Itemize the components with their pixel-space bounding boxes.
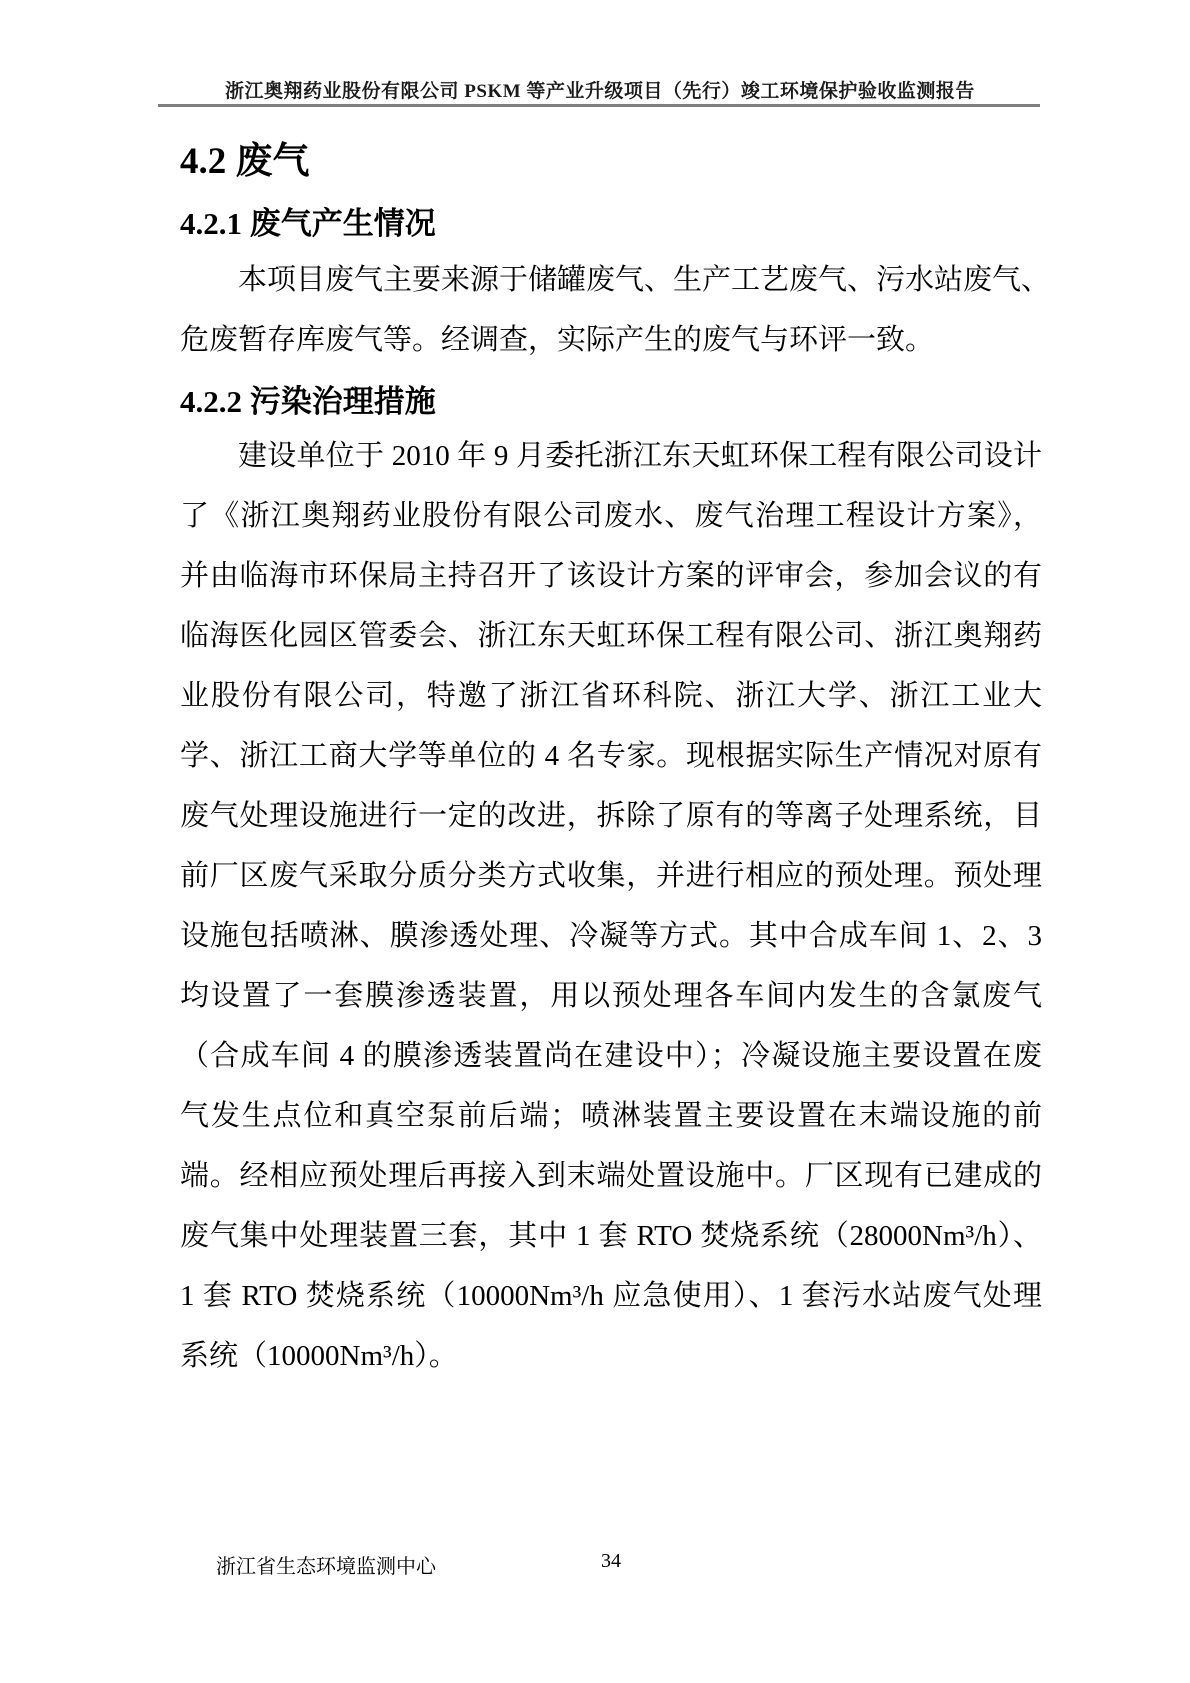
footer-page-number-wrap [180,1550,1042,1573]
body-line: 气发生点位和真空泵前后端；喷淋装置主要设置在末端设施的前 [180,1100,1042,1132]
body-line: 学、浙江工商大学等单位的 4 名专家。现根据实际生产情况对原有 [180,740,1042,772]
body-line: 临海医化园区管委会、浙江东天虹环保工程有限公司、浙江奥翔药 [180,620,1042,652]
body-line: 1 套 RTO 焚烧系统（10000Nm³/h 应急使用）、1 套污水站废气处理 [180,1280,1042,1312]
body-line: 建设单位于 2010 年 9 月委托浙江东天虹环保工程有限公司设计 [238,440,1042,472]
header-divider [158,104,1040,107]
body-line: 业股份有限公司，特邀了浙江省环科院、浙江大学、浙江工业大 [180,680,1042,712]
body-line: 本项目废气主要来源于储罐废气、生产工艺废气、污水站废气、 [238,264,1051,296]
body-line: 设施包括喷淋、膜渗透处理、冷凝等方式。其中合成车间 1、2、3 [180,920,1042,952]
body-line: 并由临海市环保局主持召开了该设计方案的评审会，参加会议的有 [180,560,1042,592]
footer-organization: 浙江省生态环境监测中心 [216,1556,436,1578]
page-header-title: 浙江奥翔药业股份有限公司 PSKM 等产业升级项目（先行）竣工环境保护验收监测报告 [225,81,975,102]
subsection-heading-pollution-control: 4.2.2 污染治理措施 [180,384,436,419]
body-line: 废气处理设施进行一定的改进，拆除了原有的等离子处理系统，目 [180,800,1042,832]
body-line: （合成车间 4 的膜渗透装置尚在建设中）；冷凝设施主要设置在废 [180,1040,1042,1072]
paragraph-waste-gas-generation [180,250,1051,370]
body-line: 废气集中处理装置三套，其中 1 套 RTO 焚烧系统（28000Nm³/h）、 [180,1220,1042,1252]
body-line: 系统（10000Nm³/h）。 [180,1340,458,1372]
body-line: 均设置了一套膜渗透装置，用以预处理各车间内发生的含氯废气 [180,980,1042,1012]
body-line: 危废暂存库废气等。经调查，实际产生的废气与环评一致。 [180,324,935,356]
subsection-heading-waste-gas-generation: 4.2.1 废气产生情况 [180,206,436,241]
body-line: 前厂区废气采取分质分类方式收集，并进行相应的预处理。预处理 [180,860,1042,892]
body-line: 了《浙江奥翔药业股份有限公司废水、废气治理工程设计方案》， [180,500,1042,532]
body-line: 端。经相应预处理后再接入到末端处置设施中。厂区现有已建成的 [180,1160,1042,1192]
page-number: 34 [601,1550,621,1572]
section-title: 4.2 废气 [180,141,310,182]
paragraph-pollution-control [180,426,1042,1386]
